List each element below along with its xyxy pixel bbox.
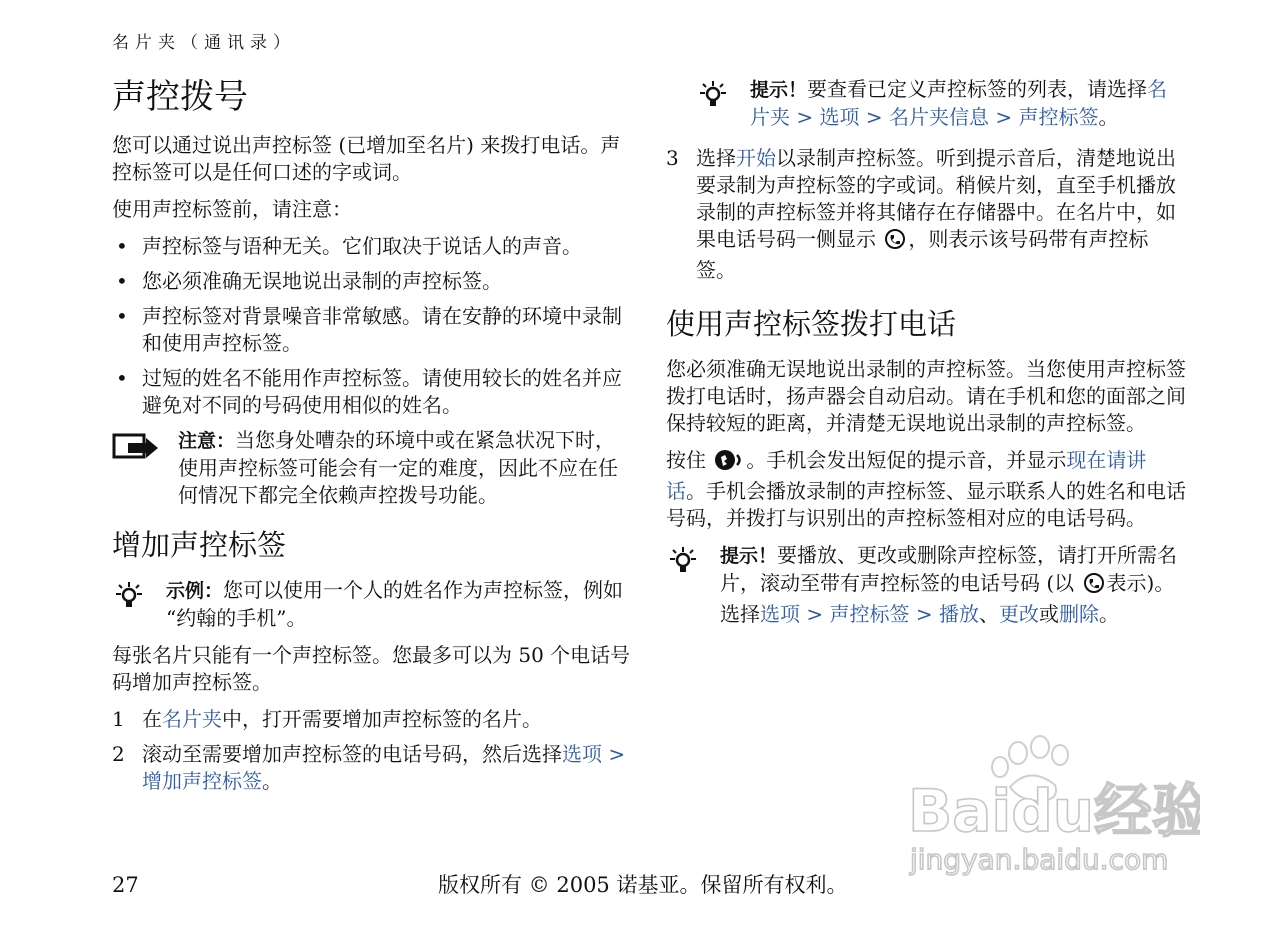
- tip-text: 或: [1038, 602, 1059, 626]
- speak-now-link[interactable]: 现在请讲话: [666, 448, 1147, 503]
- note-label: 注意：: [178, 430, 236, 452]
- step-item: [112, 706, 632, 733]
- paragraph-text: 。手机会发出短促的提示音，并显示: [746, 448, 1067, 472]
- page-number: 27: [112, 873, 139, 897]
- tip-label: 提示！: [750, 79, 808, 101]
- list-item: • 声控标签与语种无关。它们取决于说话人的声音。: [112, 233, 632, 260]
- step-text: 选择: [696, 146, 736, 170]
- steps-list-continued: [666, 145, 1186, 284]
- menu-separator: >: [909, 602, 939, 626]
- section-title-dial: 使用声控标签拨打电话: [666, 307, 957, 341]
- caution-list: [112, 233, 632, 419]
- tip-text: 。: [1098, 602, 1119, 626]
- note-icon: [112, 431, 160, 470]
- step-text: 滚动至需要增加声控标签的电话号码，然后选择: [142, 742, 562, 766]
- menu-separator: >: [800, 602, 830, 626]
- step-number: 3: [666, 146, 679, 170]
- list-item: • 声控标签对背景噪音非常敏感。请在安静的环境中录制和使用声控标签。: [112, 303, 632, 357]
- voice-tags-link[interactable]: 声控标签: [1018, 105, 1099, 129]
- paragraph-text: 。手机会播放录制的声控标签、显示联系人的姓名和电话号码，并拨打与识别出的声控标签相对应的电话号码。: [666, 479, 1186, 530]
- tip-text: 表示)。选择: [720, 571, 1175, 626]
- step-number: 2: [112, 742, 125, 766]
- step-text: 。: [262, 769, 282, 793]
- left-column: [112, 76, 632, 803]
- tip-block-1: [666, 76, 1186, 131]
- tag-limit-paragraph: 每张名片只能有一个声控标签。您最多可以为 50 个电话号码增加声控标签。: [112, 643, 631, 694]
- voice-tag-icon: [1083, 572, 1105, 601]
- menu-separator: >: [790, 105, 820, 129]
- menu-separator: >: [988, 105, 1019, 129]
- right-column: [666, 76, 1186, 638]
- tip-text: 。: [1098, 105, 1119, 129]
- steps-list: [112, 706, 632, 795]
- list-item: • 您必须准确无误地说出录制的声控标签。: [112, 268, 632, 295]
- press-paragraph: [666, 447, 1186, 532]
- watermark-url-text: jingyan.baidu.com: [910, 843, 1169, 876]
- example-label: 示例：: [166, 580, 224, 602]
- menu-separator: >: [602, 742, 626, 766]
- section-title-add: 增加声控标签: [112, 528, 287, 562]
- example-text: 您可以使用一个人的姓名作为声控标签，例如 “约翰的手机”。: [166, 578, 624, 630]
- step-text: 中，打开需要增加声控标签的名片。: [222, 707, 542, 731]
- baidu-watermark: [900, 735, 1200, 885]
- note-text: 当您身处嘈杂的环境中或在紧急状况下时，使用声控标签可能会有一定的难度，因此不应在任何情况下都完全依赖声控拨号功能。: [178, 428, 618, 507]
- add-voice-tag-link[interactable]: 增加声控标签: [142, 769, 262, 793]
- tip-block-2: [666, 542, 1186, 628]
- caution-intro: 使用声控标签前，请注意：: [112, 197, 352, 221]
- options-link[interactable]: 选项: [819, 105, 860, 129]
- note-block: [112, 427, 632, 509]
- tip-text: 要查看已定义声控标签的列表，请选择: [807, 77, 1148, 101]
- step-item: [112, 741, 632, 795]
- lightbulb-icon: [696, 80, 730, 117]
- list-item: • 过短的姓名不能用作声控标签。请使用较长的姓名并应避免对不同的号码使用相似的姓名。: [112, 365, 632, 419]
- lightbulb-icon: [666, 546, 700, 583]
- options-link[interactable]: 选项: [760, 602, 800, 626]
- step-text: 以录制声控标签。听到提示音后，清楚地说出要录制为声控标签的字或词。稍候片刻，直至手机播放录制的声控标签并将其储存在存储器中。在名片中，如果电话号码一侧显示: [696, 146, 1176, 251]
- call-key-icon: [714, 449, 744, 478]
- change-link[interactable]: 更改: [998, 602, 1039, 626]
- intro-paragraph: 您可以通过说出声控标签 (已增加至名片) 来拨打电话。声控标签可以是任何口述的字或词。: [112, 133, 621, 184]
- contacts-link[interactable]: 名片夹: [162, 707, 222, 731]
- step-number: 1: [112, 707, 125, 731]
- dial-paragraph: 您必须准确无误地说出录制的声控标签。当您使用声控标签拨打电话时，扬声器会自动启动。请在手机和您的面部之间保持较短的距离，并清楚无误地说出录制的声控标签。: [666, 357, 1186, 435]
- contacts-link[interactable]: 名片夹: [750, 77, 1168, 129]
- step-text: 在: [142, 707, 162, 731]
- paragraph-text: 按住: [666, 448, 706, 472]
- copyright-notice: 版权所有 © 2005 诺基亚。保留所有权利。: [438, 873, 848, 897]
- step-item: [666, 145, 1186, 284]
- running-head: 名片夹（通讯录）: [112, 33, 296, 53]
- play-link[interactable]: 播放: [938, 602, 979, 626]
- tip-text: 要播放、更改或删除声控标签，请打开所需名片，滚动至带有声控标签的电话号码 (以: [720, 543, 1178, 595]
- contacts-info-link[interactable]: 名片夹信息: [888, 105, 989, 129]
- tip-text: 、: [978, 602, 999, 626]
- start-link[interactable]: 开始: [736, 146, 776, 170]
- page-title: 声控拨号: [112, 77, 248, 117]
- lightbulb-icon: [112, 581, 146, 618]
- voice-tag-icon: [884, 228, 906, 257]
- delete-link[interactable]: 删除: [1058, 602, 1099, 626]
- voice-tags-link[interactable]: 声控标签: [829, 602, 910, 626]
- tip-label: 提示！: [720, 545, 778, 567]
- menu-separator: >: [859, 105, 889, 129]
- options-link[interactable]: 选项: [562, 742, 602, 766]
- watermark-logo-text: Baidu经验: [908, 777, 1200, 845]
- example-block: [112, 577, 632, 632]
- step-text: ，则表示该号码带有声控标签。: [696, 227, 1149, 282]
